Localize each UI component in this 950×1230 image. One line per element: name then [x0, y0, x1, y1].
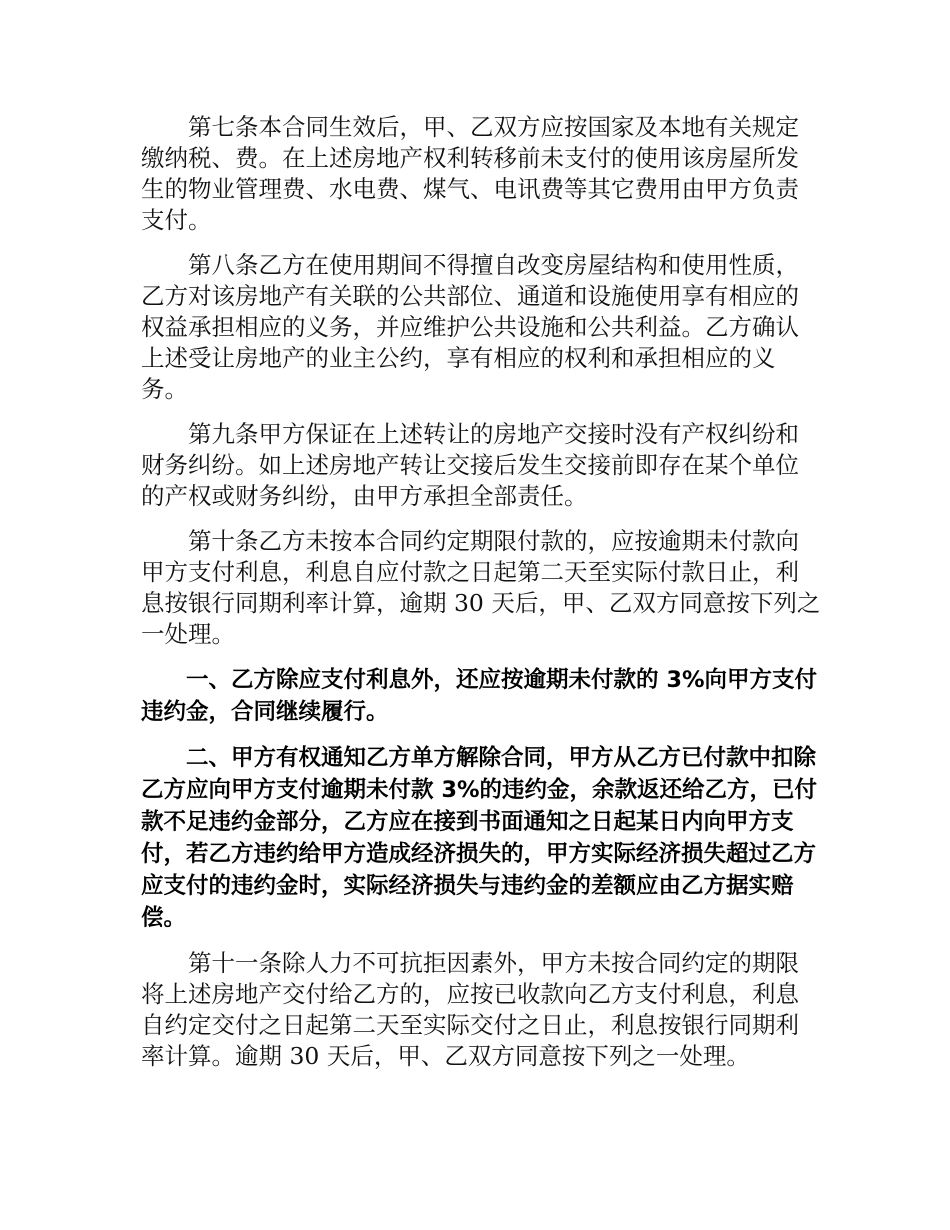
- document-body: [141, 112, 821, 1086]
- article-11-paragraph: 第十一条除人力不可抗拒因素外，甲方未按合同约定的期限将上述房地产交付给乙方的，应按已收款向乙方支付利息，利息自约定交付之日起第二天至实际交付之日止，利息按银行同期利率计算。逾期 30 天后，甲、乙双方同意按下列之一处理。: [141, 949, 799, 1070]
- article-9-paragraph: 第九条甲方保证在上述转让的房地产交接时没有产权纠纷和财务纠纷。如上述房地产转让交接后发生交接前即存在某个单位的产权或财务纠纷，由甲方承担全部责任。: [141, 420, 799, 510]
- article-10-option-1: 一、乙方除应支付利息外，还应按逾期未付款的 3%向甲方支付违约金，合同继续履行。: [141, 667, 818, 725]
- article-7-paragraph: 第七条本合同生效后，甲、乙双方应按国家及本地有关规定缴纳税、费。在上述房地产权利转移前未支付的使用该房屋所发生的物业管理费、水电费、煤气、电讯费等其它费用由甲方负责支付。: [141, 113, 799, 234]
- article-10-paragraph: 第十条乙方未按本合同约定期限付款的，应按逾期未付款向甲方支付利息，利息自应付款之日起第二天至实际付款日止，利息按银行同期利率计算，逾期 30 天后，甲、乙双方同意按下列之一处理。: [141, 527, 821, 648]
- article-8-paragraph: 第八条乙方在使用期间不得擅自改变房屋结构和使用性质，乙方对该房地产有关联的公共部位、通道和设施使用享有相应的权益承担相应的义务，并应维护公共设施和公共利益。乙方确认上述受让房地产的业主公约，享有相应的权利和承担相应的义务。: [141, 251, 799, 403]
- article-10-option-2: 二、甲方有权通知乙方单方解除合同，甲方从乙方已付款中扣除乙方应向甲方支付逾期未付款 3%的违约金，余款返还给乙方，已付款不足违约金部分，乙方应在接到书面通知之日起某日内向甲方支付，若乙方违约给甲方造成经济损失的，甲方实际经济损失超过乙方应支付的违约金时，实际经济损失与违约金的差额应由乙方据实赔偿。: [141, 745, 818, 931]
